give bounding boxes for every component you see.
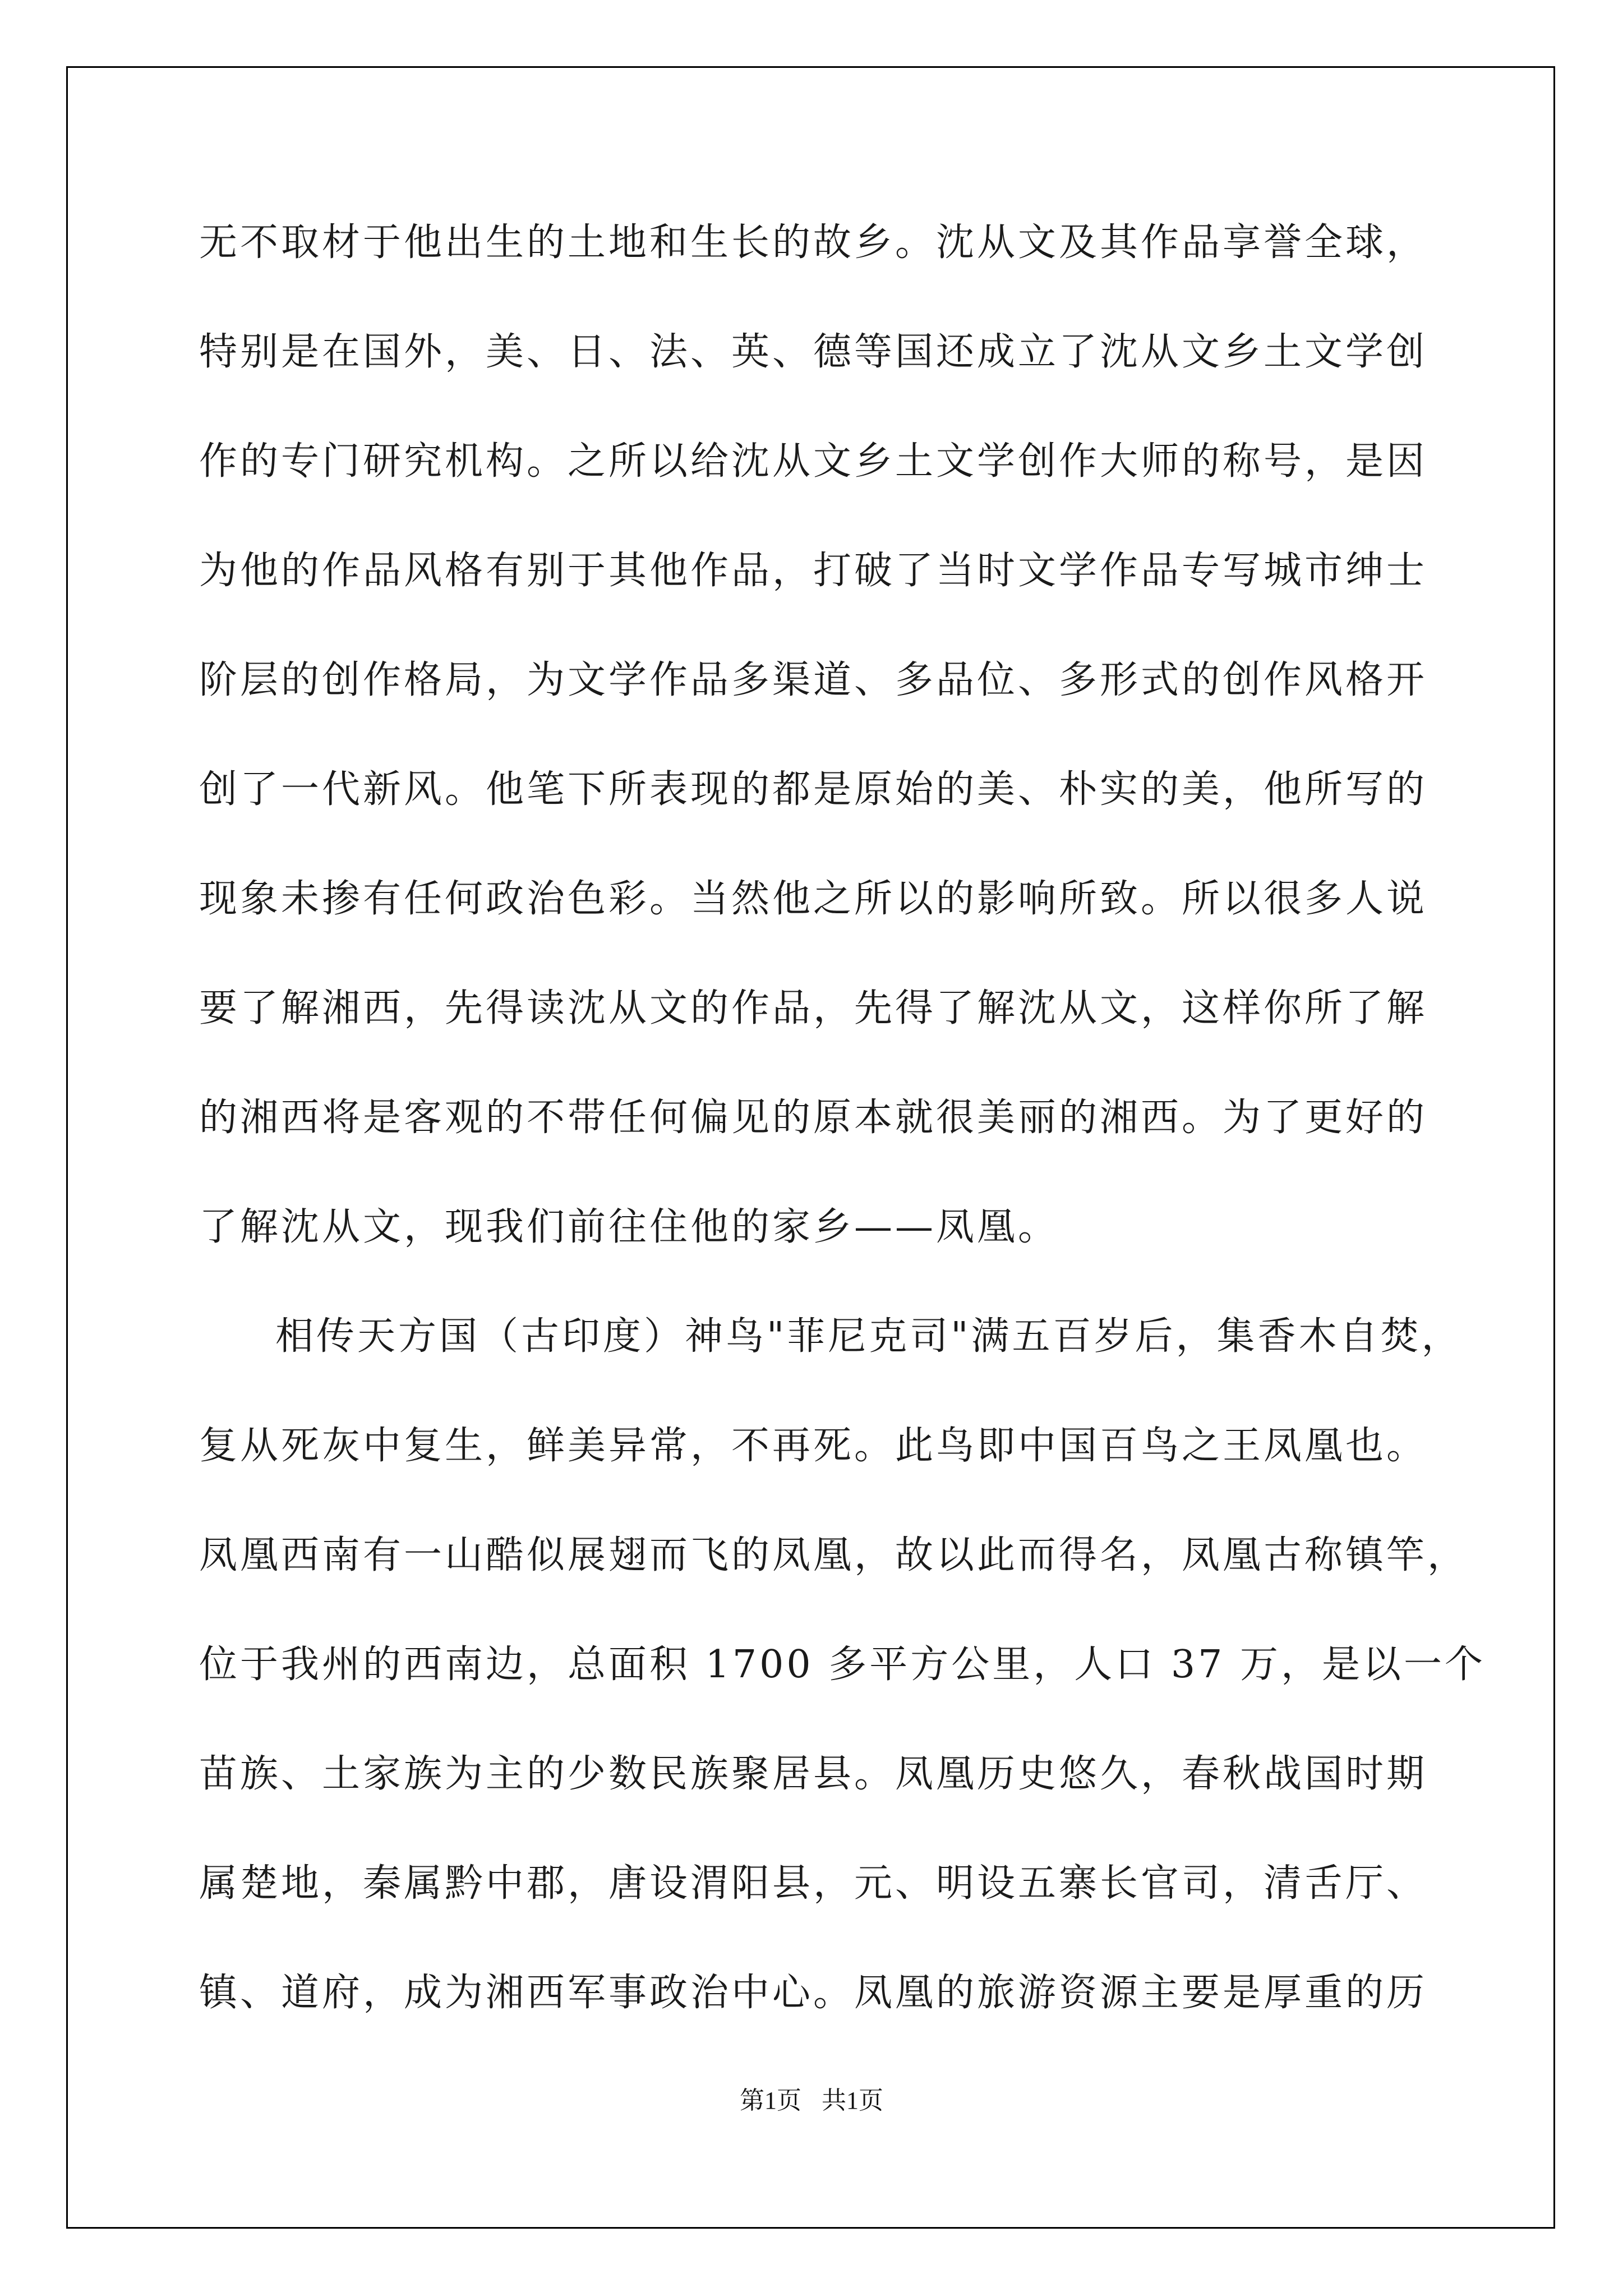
paragraph-2 [199, 1282, 1486, 2047]
text-line: 要了解湘西，先得读沈从文的作品，先得了解沈从文，这样你所了解 [199, 986, 1428, 1030]
text-line: 镇、道府，成为湘西军事政治中心。凤凰的旅游资源主要是厚重的历 [199, 1971, 1428, 2015]
text-line: 阶层的创作格局，为文学作品多渠道、多品位、多形式的创作风格开 [199, 658, 1428, 702]
text-line: 无不取材于他出生的土地和生长的故乡。沈从文及其作品享誉全球， [199, 220, 1428, 265]
text-line: 复从死灰中复生，鲜美异常，不再死。此鸟即中国百鸟之王凤凰也。 [199, 1424, 1428, 1468]
text-line: 位于我州的西南边，总面积 1700 多平方公里，人口 37 万，是以一个 [199, 1642, 1486, 1687]
text-line: 作的专门研究机构。之所以给沈从文乡土文学创作大师的称号，是因 [199, 439, 1428, 484]
page-number: 第1页 [740, 2087, 801, 2114]
text-line: 苗族、土家族为主的少数民族聚居县。凤凰历史悠久，春秋战国时期 [199, 1752, 1428, 1796]
text-line: 属楚地，秦属黔中郡，唐设渭阳县，元、明设五寨长官司，清舌厅、 [199, 1861, 1428, 1906]
text-line: 凤凰西南有一山酷似展翅而飞的凤凰，故以此而得名，凤凰古称镇竿， [199, 1533, 1469, 1577]
text-line: 相传天方国（古印度）神鸟"菲尼克司"满五百岁后，集香木自焚， [275, 1314, 1463, 1359]
paragraph-1 [199, 188, 1433, 1282]
text-line: 创了一代新风。他笔下所表现的都是原始的美、朴实的美，他所写的 [199, 767, 1428, 812]
document-body [199, 188, 1486, 2047]
text-line: 为他的作品风格有别于其他作品，打破了当时文学作品专写城市绅士 [199, 549, 1428, 593]
page-count: 共1页 [822, 2087, 883, 2114]
text-line: 现象未掺有任何政治色彩。当然他之所以的影响所致。所以很多人说 [199, 877, 1428, 921]
page-footer [0, 2080, 1623, 2116]
text-line: 的湘西将是客观的不带任何偏见的原本就很美丽的湘西。为了更好的 [199, 1096, 1428, 1140]
text-line: 特别是在国外，美、日、法、英、德等国还成立了沈从文乡土文学创 [199, 330, 1428, 374]
text-line: 了解沈从文，现我们前往住他的家乡——凤凰。 [199, 1205, 1059, 1249]
